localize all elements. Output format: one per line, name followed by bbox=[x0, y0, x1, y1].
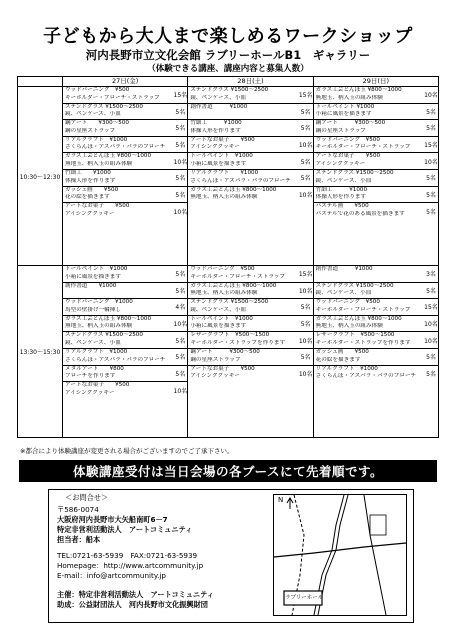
workshop-title: 創作書道 ¥1000 bbox=[315, 266, 373, 272]
workshop-text bbox=[188, 137, 298, 153]
subtitle: （体験できる講座、講座内容と募集人数） bbox=[147, 64, 309, 74]
capacity: 10名 bbox=[298, 192, 313, 200]
capacity: 5名 bbox=[175, 354, 186, 362]
capacity: 15名 bbox=[424, 304, 438, 312]
workshop-item bbox=[314, 349, 438, 366]
workshop-title: レザークラフト ¥500～1500 bbox=[315, 332, 395, 339]
workshop-detail: 小箱に風景を描きます bbox=[315, 111, 372, 118]
workshop-title: メタルアート ¥800 bbox=[65, 365, 124, 372]
workshop-item bbox=[188, 349, 312, 366]
workshop-item bbox=[188, 366, 312, 383]
workshop-item bbox=[63, 332, 187, 349]
workshop-detail: キーホルダー・ブローチ・ストラップ bbox=[190, 273, 286, 280]
workshop-text bbox=[188, 120, 298, 136]
contact-org: 特定非営利活動法人 アートコミュニティ bbox=[57, 525, 193, 534]
workshop-text bbox=[188, 87, 298, 103]
day-header: 28日(土) bbox=[188, 77, 313, 87]
workshop-item bbox=[63, 120, 187, 137]
workshop-item bbox=[188, 316, 312, 333]
capacity: 5名 bbox=[426, 175, 436, 183]
workshop-detail: キーホルダー・ストラップを作ります bbox=[315, 339, 411, 346]
workshop-text bbox=[314, 332, 424, 348]
workshop-detail: 体操人形を作ります bbox=[190, 127, 241, 134]
workshop-text bbox=[63, 299, 173, 315]
workshop-title: ガラス工芸とんぼ玉 ¥800～1000 bbox=[315, 87, 402, 93]
workshop-detail: ブローチを作ります bbox=[65, 373, 116, 380]
workshop-title: ガラス工芸とんぼ玉 ¥800～1000 bbox=[190, 282, 277, 289]
capacity: 15名 bbox=[424, 142, 438, 150]
contact-person: 担当者：船本 bbox=[57, 535, 101, 544]
venue: 河内長野市立文化会館 ラブリーホールB1 ギャラリー bbox=[85, 48, 371, 62]
workshop-text bbox=[314, 120, 424, 136]
workshop-title: 創作書道 ¥1000 bbox=[190, 103, 248, 110]
workshop-item bbox=[188, 170, 312, 187]
capacity: 5名 bbox=[300, 175, 311, 183]
workshop-detail: キーホルダー・ブローチ・ストラップ bbox=[315, 144, 411, 151]
workshop-item bbox=[63, 382, 187, 399]
workshop-item bbox=[188, 120, 312, 137]
workshop-detail: 鏡、ペンケース、小皿 bbox=[190, 306, 247, 313]
workshop-text bbox=[314, 104, 424, 120]
cell-pm-day2 bbox=[188, 266, 313, 438]
capacity: 3名 bbox=[426, 271, 436, 279]
workshop-title: ガラス工芸とんぼ玉 ¥800～1000 bbox=[315, 315, 402, 322]
workshop-title: ガラス工芸とんぼ玉 ¥800～1000 bbox=[65, 153, 152, 160]
workshop-text bbox=[314, 349, 424, 365]
workshop-item bbox=[63, 283, 187, 300]
workshop-item bbox=[314, 266, 438, 283]
north-arrow-icon bbox=[287, 498, 293, 509]
workshop-detail: 体操人形を作ります bbox=[315, 194, 367, 201]
capacity: 10名 bbox=[424, 337, 438, 345]
workshop-text bbox=[63, 382, 173, 399]
capacity: 10名 bbox=[298, 371, 313, 379]
workshop-title: リアルクラフト ¥1000 bbox=[65, 348, 128, 355]
workshop-text bbox=[63, 203, 173, 220]
cell-pm-day3 bbox=[313, 266, 438, 438]
notice: ※都合により体験講座が変更される場合がございますのでご了承下さい。 bbox=[20, 447, 234, 455]
workshop-detail: キーホルダー・ストラップを作ります bbox=[190, 339, 286, 346]
workshop-text bbox=[188, 153, 298, 169]
capacity: 5名 bbox=[300, 158, 311, 166]
workshop-item bbox=[188, 137, 312, 154]
contact-box bbox=[48, 489, 414, 623]
workshop-detail: 鏡、ペンケース、小皿 bbox=[315, 177, 372, 184]
capacity: 10名 bbox=[424, 321, 438, 329]
workshop-item bbox=[63, 187, 187, 204]
workshop-title: ウッドバーニング ¥500 bbox=[190, 266, 255, 272]
workshop-title: アートなお菓子 ¥500 bbox=[65, 382, 130, 389]
day-header: 27日(金) bbox=[63, 77, 188, 87]
cell-am-day3 bbox=[313, 87, 438, 266]
capacity: 10名 bbox=[298, 287, 313, 295]
workshop-detail: アイシングクッキー bbox=[315, 160, 366, 167]
workshop-detail: 花の絵を描きます bbox=[65, 194, 110, 201]
workshop-text bbox=[188, 266, 298, 282]
workshop-text bbox=[63, 87, 173, 103]
workshop-text bbox=[63, 104, 173, 120]
workshop-detail: 馬型の壁掛け一輪挿し bbox=[65, 306, 121, 313]
workshop-text bbox=[314, 283, 424, 299]
workshop-detail: さくらんぼ・アスパラ・バラのブローチ bbox=[190, 177, 291, 184]
workshop-detail: 鋼の星座ストラップ bbox=[65, 127, 116, 134]
workshop-title: ステンドグラス ¥1500～2500 bbox=[65, 103, 143, 110]
workshop-item bbox=[314, 104, 438, 121]
workshop-item bbox=[314, 299, 438, 316]
workshop-item bbox=[314, 187, 438, 204]
workshop-text bbox=[314, 153, 424, 169]
reception-banner: 体験講座受付は当日会場の各ブースにて先着順です。 bbox=[19, 460, 437, 482]
workshop-item bbox=[63, 349, 187, 366]
workshop-title: アートなお菓子 ¥500 bbox=[190, 136, 255, 143]
capacity: 10名 bbox=[424, 158, 438, 166]
workshop-detail: アイシングクッキー bbox=[65, 210, 115, 217]
workshop-item bbox=[63, 87, 187, 104]
workshop-item bbox=[314, 316, 438, 333]
workshop-text bbox=[63, 283, 173, 299]
workshop-title: 竹細工 ¥1000 bbox=[315, 186, 368, 193]
workshop-text bbox=[63, 266, 173, 282]
workshop-item bbox=[63, 153, 187, 170]
workshop-title: ステンドグラス ¥1500～2500 bbox=[315, 282, 394, 289]
workshop-title: 創作書道 ¥1000 bbox=[65, 282, 117, 289]
contact-address: 大阪府河内長野市大矢船南町6－7 bbox=[57, 515, 168, 524]
pm-time: 13:30～15:30 bbox=[18, 266, 63, 438]
workshop-title: リアルクラフト ¥1000 bbox=[190, 169, 259, 176]
workshop-item bbox=[188, 104, 312, 121]
pm-row bbox=[18, 266, 439, 438]
cell-am-day1 bbox=[63, 87, 188, 266]
workshop-detail: 鋼の星座ストラップ bbox=[190, 356, 241, 363]
workshop-item bbox=[188, 87, 312, 104]
workshop-text bbox=[314, 137, 424, 153]
capacity: 5名 bbox=[300, 304, 311, 312]
workshop-detail: さくらんぼ・アスパラ・バラのブローチ bbox=[315, 373, 417, 380]
workshop-item bbox=[63, 104, 187, 121]
workshop-detail: 鏡、ペンケース、小皿 bbox=[190, 94, 247, 101]
workshop-detail: キーホルダー・ブローチ・ストラップ bbox=[65, 94, 160, 101]
workshop-title: 竹細工 ¥1000 bbox=[65, 169, 111, 176]
contact-homepage[interactable]: Homepage：http://www.artcommunity.jp bbox=[57, 561, 204, 570]
capacity: 5名 bbox=[426, 125, 436, 133]
capacity: 10名 bbox=[298, 337, 313, 345]
workshop-text bbox=[188, 187, 298, 204]
workshop-text bbox=[314, 316, 424, 332]
workshop-title: トールペイント ¥1000 bbox=[65, 266, 128, 272]
workshop-text bbox=[63, 170, 173, 186]
capacity: 15名 bbox=[298, 271, 313, 279]
workshop-item bbox=[63, 266, 187, 283]
workshop-detail: 鏡、ペンケース、小皿 bbox=[65, 339, 121, 346]
workshop-detail: 小箱に風景を描きます bbox=[65, 273, 121, 280]
schedule-header-row bbox=[18, 77, 439, 87]
workshop-title: ステンドグラス ¥1500～2500 bbox=[315, 169, 394, 176]
capacity: 5名 bbox=[426, 354, 436, 362]
workshop-item bbox=[314, 203, 438, 220]
capacity: 10名 bbox=[173, 158, 188, 166]
hall-label: ラブリーホール bbox=[285, 595, 324, 601]
workshop-text bbox=[188, 299, 298, 315]
workshop-item bbox=[63, 203, 187, 220]
workshop-item bbox=[314, 170, 438, 187]
capacity: 5名 bbox=[175, 125, 186, 133]
workshop-detail: 無地玉、柄入玉の組み体験 bbox=[315, 94, 383, 101]
capacity: 5名 bbox=[300, 321, 311, 329]
workshop-detail: アイシングクッキー bbox=[190, 373, 240, 380]
workshop-title: 鋼アート ¥300～500 bbox=[315, 120, 386, 127]
workshop-detail: さくらんぼ・アスパラ・バラのブローチ bbox=[65, 144, 166, 151]
workshop-text bbox=[63, 332, 173, 348]
workshop-detail: 無地玉、柄入玉の組み体験 bbox=[65, 160, 133, 167]
workshop-item bbox=[314, 137, 438, 154]
workshop-text bbox=[188, 349, 298, 365]
workshop-item bbox=[314, 366, 438, 383]
workshop-title: トールペイント ¥1000 bbox=[190, 315, 253, 322]
workshop-detail: アイシングクッキー bbox=[65, 389, 115, 396]
workshop-item bbox=[63, 170, 187, 187]
workshop-title: ステンドグラス ¥1500～2500 bbox=[190, 87, 269, 93]
capacity: 5名 bbox=[175, 370, 186, 378]
capacity: 5名 bbox=[175, 175, 186, 183]
capacity: 5名 bbox=[426, 371, 436, 379]
workshop-text bbox=[314, 203, 424, 220]
capacity: 5名 bbox=[300, 125, 311, 133]
capacity: 10名 bbox=[173, 387, 188, 395]
cell-am-day2 bbox=[188, 87, 313, 266]
workshop-title: 鋼アート ¥300～500 bbox=[65, 120, 129, 127]
workshop-detail: 花の絵を描きます bbox=[315, 356, 361, 363]
workshop-detail: 無地玉、柄入玉の組み体験 bbox=[190, 290, 258, 297]
workshop-detail: 鋼の星座ストラップ bbox=[315, 127, 366, 134]
workshop-title: 竹細工 ¥1000 bbox=[190, 120, 242, 127]
capacity: 10名 bbox=[173, 208, 188, 216]
page-title: 子どもから大人まで楽しめるワークショップ bbox=[43, 26, 413, 47]
workshop-text bbox=[188, 366, 298, 383]
workshop-item bbox=[314, 153, 438, 170]
capacity: 15名 bbox=[298, 92, 313, 100]
workshop-text bbox=[188, 332, 298, 348]
workshop-title: ウッドバーニング ¥500 bbox=[65, 87, 130, 93]
contact-tel: TEL:0721-63-5939 FAX:0721-63-5939 bbox=[57, 551, 198, 560]
contact-sponsor: 助成：公益財団法人 河内長野市文化振興財団 bbox=[57, 600, 208, 609]
workshop-item bbox=[314, 120, 438, 137]
workshop-item bbox=[314, 283, 438, 300]
workshop-detail: 鏡、ペンケース、小皿 bbox=[65, 111, 121, 118]
access-map bbox=[273, 494, 407, 616]
workshop-item bbox=[188, 299, 312, 316]
workshop-text bbox=[314, 187, 424, 203]
workshop-title: アートなお菓子 ¥500 bbox=[190, 365, 255, 372]
workshop-text bbox=[63, 137, 173, 153]
workshop-title: パステル画 ¥500 bbox=[315, 203, 369, 210]
workshop-text bbox=[314, 170, 424, 186]
workshop-item bbox=[188, 283, 312, 300]
workshop-text bbox=[63, 153, 173, 169]
workshop-title: ガッシュ画 ¥500 bbox=[65, 186, 119, 193]
workshop-text bbox=[314, 299, 424, 315]
workshop-item bbox=[63, 299, 187, 316]
workshop-title: ガッシュ画 ¥500 bbox=[315, 348, 369, 355]
capacity: 5名 bbox=[300, 354, 311, 362]
am-time: 10:30～12:30 bbox=[18, 87, 63, 266]
workshop-detail: 小箱に風景を描きます bbox=[190, 323, 247, 330]
schedule-table bbox=[17, 76, 439, 438]
workshop-detail: 無地玉、柄入玉の組み体験 bbox=[190, 194, 258, 201]
workshop-item bbox=[188, 153, 312, 170]
workshop-text bbox=[314, 87, 424, 103]
workshop-detail: 無地玉、柄入玉の組み体験 bbox=[315, 323, 383, 330]
capacity: 5名 bbox=[426, 108, 436, 116]
workshop-text bbox=[188, 283, 298, 299]
workshop-title: トールペイント ¥1000 bbox=[190, 153, 253, 160]
workshop-text bbox=[63, 349, 173, 365]
workshop-item bbox=[63, 366, 187, 383]
workshop-title: ステンドグラス ¥1500～2500 bbox=[190, 299, 269, 306]
capacity: 5名 bbox=[175, 337, 186, 345]
capacity: 5名 bbox=[175, 287, 186, 295]
workshop-title: アートなお菓子 ¥500 bbox=[315, 153, 381, 160]
capacity: 5名 bbox=[426, 287, 436, 295]
workshop-text bbox=[63, 316, 173, 332]
capacity: 5名 bbox=[426, 208, 436, 216]
workshop-detail: 体操人形を作ります bbox=[65, 177, 116, 184]
am-row bbox=[18, 87, 439, 266]
workshop-title: レザークラフト ¥500～1500 bbox=[190, 332, 270, 339]
contact-email[interactable]: E-mail：info@artcommunity.jp bbox=[57, 571, 166, 580]
capacity: 10名 bbox=[298, 142, 313, 150]
workshop-detail: さくらんぼ・アスパラ・バラのブローチ bbox=[65, 356, 166, 363]
workshop-title: ガラス工芸とんぼ玉 ¥800～1000 bbox=[190, 186, 277, 193]
corner-cell bbox=[18, 77, 63, 87]
workshop-item bbox=[188, 332, 312, 349]
workshop-text bbox=[63, 187, 173, 203]
workshop-detail: キーホルダー・ブローチ・ストラップ bbox=[315, 306, 411, 313]
workshop-item bbox=[188, 187, 312, 204]
workshop-item bbox=[314, 332, 438, 349]
workshop-title: ウッドバーニング ¥500 bbox=[315, 299, 380, 306]
workshop-text bbox=[314, 266, 424, 282]
capacity: 15名 bbox=[173, 92, 188, 100]
capacity: 5名 bbox=[175, 271, 186, 279]
workshop-detail: 無地玉、柄入玉の組み体験 bbox=[65, 323, 133, 330]
day-header: 29日(日) bbox=[313, 77, 438, 87]
capacity: 5名 bbox=[300, 108, 311, 116]
workshop-detail: パステルで花のある風景を描きます bbox=[315, 210, 405, 217]
workshop-title: リアルクラフト ¥1000 bbox=[65, 136, 128, 143]
workshop-title: ステンドグラス ¥1500～2500 bbox=[65, 332, 143, 339]
workshop-detail: アイシングクッキー bbox=[190, 144, 240, 151]
workshop-title: トールペイント ¥1000 bbox=[315, 103, 375, 110]
workshop-title: ウッドバーニング ¥500 bbox=[315, 136, 380, 143]
capacity: 5名 bbox=[426, 191, 436, 199]
workshop-item bbox=[188, 266, 312, 283]
north-label: N bbox=[278, 496, 284, 504]
workshop-item bbox=[63, 316, 187, 333]
workshop-text bbox=[63, 366, 173, 382]
capacity: 10名 bbox=[173, 321, 188, 329]
workshop-text bbox=[188, 316, 298, 332]
capacity: 5名 bbox=[175, 108, 186, 116]
workshop-detail: 小箱に風景を描きます bbox=[190, 160, 247, 167]
workshop-detail: 鏡、ペンケース、小皿 bbox=[315, 290, 372, 297]
workshop-title: 鋼アート ¥300～500 bbox=[190, 348, 260, 355]
workshop-text bbox=[188, 104, 298, 120]
capacity: 4名 bbox=[175, 304, 186, 312]
workshop-item bbox=[314, 87, 438, 104]
contact-host: 主催：特定非営利活動法人 アートコミュニティ bbox=[57, 590, 214, 599]
workshop-title: アートなお菓子 ¥500 bbox=[65, 203, 130, 210]
workshop-text bbox=[314, 366, 424, 383]
workshop-text bbox=[63, 120, 173, 136]
workshop-text bbox=[188, 170, 298, 186]
capacity: 5名 bbox=[175, 142, 186, 150]
workshop-title: ウッドバーニング ¥1000 bbox=[65, 299, 133, 306]
capacity: 5名 bbox=[175, 191, 186, 199]
workshop-title: リアルクラフト ¥1000 bbox=[315, 365, 378, 372]
capacity: 10名 bbox=[424, 92, 438, 100]
cell-pm-day1 bbox=[63, 266, 188, 438]
workshop-title: ガラス工芸とんぼ玉 ¥800～1000 bbox=[65, 315, 152, 322]
contact-postal: 〒586-0074 bbox=[57, 505, 99, 514]
workshop-item bbox=[63, 137, 187, 154]
contact-heading: ＜お問合せ＞ bbox=[65, 493, 109, 502]
